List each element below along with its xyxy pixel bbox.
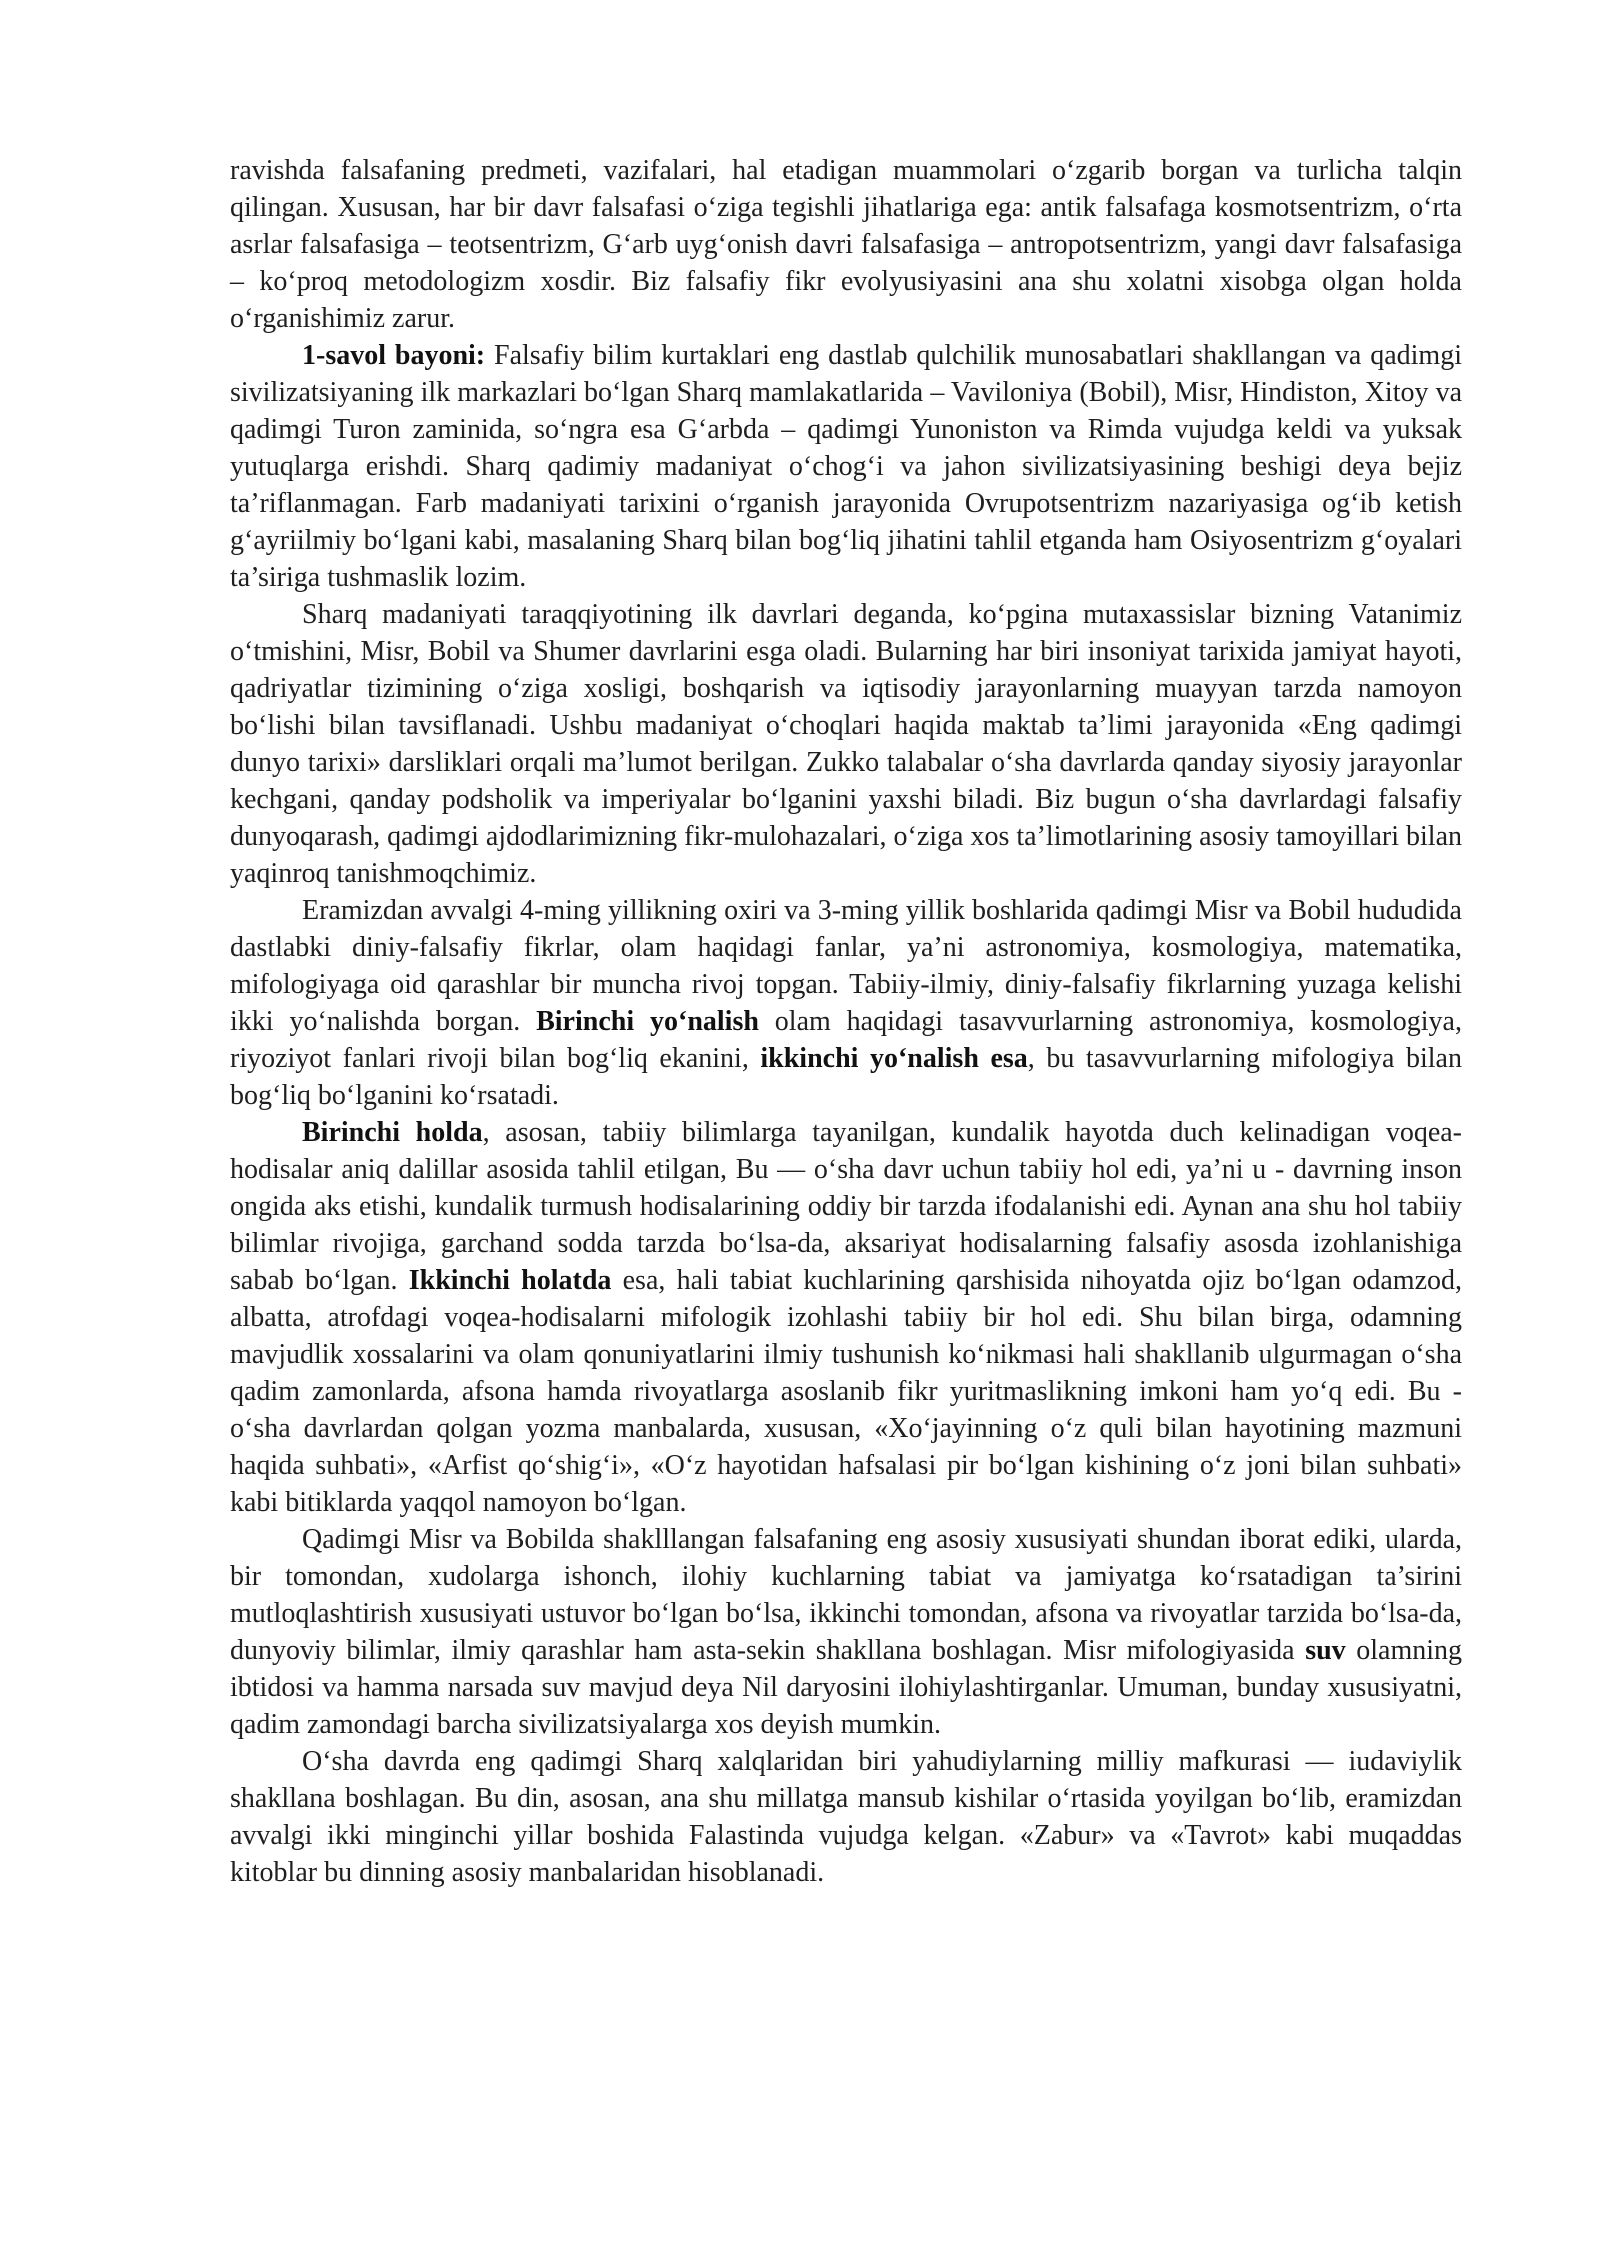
bold-text-run: suv (1305, 1635, 1346, 1666)
bold-text-run: Birinchi holda (302, 1117, 483, 1148)
bold-text-run: ikkinchi yo‘nalish esa (760, 1043, 1028, 1074)
text-run: esa, hali tabiat kuchlarining qarshisida nihoyatda ojiz bo‘lgan odamzod, albatta, atrofdagi voqea-hodisalarni mifologik izohlashi tabiiy bir hol edi. Shu bilan birga, odamning mavjudlik xossalarini va olam qonuniyatlarini ilmiy tushunish ko‘nikmasi hali shakllanib ulgurmagan o‘sha qadim zamonlarda, afsona hamda rivoyatlarga asoslanib fikr yuritmaslikning imkoni ham yo‘q edi. Bu - o‘sha davrlardan qolgan yozma manbalarda, xususan, «Xo‘jayinning o‘z quli bilan hayotining mazmuni haqida suhbati», «Arfist qo‘shig‘i», «O‘z hayotidan hafsalasi pir bo‘lgan kishining o‘z joni bilan suhbati» kabi bitiklarda yaqqol namoyon bo‘lgan. (230, 1265, 1463, 1518)
paragraph (230, 1114, 1462, 1521)
paragraph (230, 152, 1462, 337)
paragraph (230, 596, 1462, 892)
text-run: ravishda falsafaning predmeti, vazifalari, hal etadigan muammolari o‘zgarib borgan va turlicha talqin qilingan. Xususan, har bir davr falsafasi o‘ziga tegishli jihatlariga ega: antik falsafaga kosmotsentrizm, o‘rta asrlar falsafasiga – teotsentrizm, G‘arb uyg‘onish davri falsafasiga – antropotsentrizm, yangi davr falsafasiga – ko‘proq metodologizm xosdir. Biz falsafiy fikr evolyusiyasini ana shu xolatni xisobga olgan holda o‘rganishimiz zarur. (230, 155, 1462, 334)
paragraph (230, 337, 1462, 596)
text-run: Sharq madaniyati taraqqiyotining ilk davrlari deganda, ko‘pgina mutaxassislar bizning Vatanimiz o‘tmishini, Misr, Bobil va Shumer davrlarini esga oladi. Bularning har biri insoniyat tarixida jamiyat hayoti, qadriyatlar tizimining o‘ziga xosligi, boshqarish va iqtisodiy jarayonlarning muayyan tarzda namoyon bo‘lishi bilan tavsiflanadi. Ushbu madaniyat o‘choqlari haqida maktab ta’limi jarayonida «Eng qadimgi dunyo tarixi» darsliklari orqali ma’lumot berilgan. Zukko talabalar o‘sha davrlarda qanday siyosiy jarayonlar kechgani, qanday podsholik va imperiyalar bo‘lganini yaxshi biladi. Biz bugun o‘sha davrlardagi falsafiy dunyoqarash, qadimgi ajdodlarimizning fikr-mulohazalari, o‘ziga xos ta’limotlarining asosiy tamoyillari bilan yaqinroq tanishmoqchimiz. (230, 599, 1462, 889)
paragraph (230, 892, 1462, 1114)
text-run: Qadimgi Misr va Bobilda shaklllangan falsafaning eng asosiy xususiyati shundan iborat ediki, ularda, bir tomondan, xudolarga ishonch, ilohiy kuchlarning tabiat va jamiyatga ko‘rsatadigan ta’sirini mutloqlashtirish xususiyati ustuvor bo‘lgan bo‘lsa, ikkinchi tomondan, afsona va rivoyatlar tarzida bo‘lsa-da, dunyoviy bilimlar, ilmiy qarashlar ham asta-sekin shakllana boshlagan. Misr mifologiyasida (230, 1524, 1462, 1666)
text-run: O‘sha davrda eng qadimgi Sharq xalqlaridan biri yahudiylarning milliy mafkurasi — iudaviylik shakllana boshlagan. Bu din, asosan, ana shu millatga mansub kishilar o‘rtasida yoyilgan bo‘lib, eramizdan avvalgi ikki minginchi yillar boshida Falastinda vujudga kelgan. «Zabur» va «Tavrot» kabi muqaddas kitoblar bu dinning asosiy manbalaridan hisoblanadi. (230, 1746, 1462, 1888)
text-run: Falsafiy bilim kurtaklari eng dastlab qulchilik munosabatlari shakllangan va qadimgi sivilizatsiyaning ilk markazlari bo‘lgan Sharq mamlakatlarida – Vaviloniya (Bobil), Misr, Hindiston, Xitoy va qadimgi Turon zaminida, so‘ngra esa G‘arbda – qadimgi Yunoniston va Rimda vujudga keldi va yuksak yutuqlarga erishdi. Sharq qadimiy madaniyat o‘chog‘i va jahon sivilizatsiyasining beshigi deya bejiz ta’riflanmagan. Farb madaniyati tarixini o‘rganish jarayonida Ovrupotsentrizm nazariyasiga og‘ib ketish g‘ayriilmiy bo‘lgani kabi, masalaning Sharq bilan bog‘liq jihatini tahlil etganda ham Osiyosentrizm g‘oyalari ta’siriga tushmaslik lozim. (230, 340, 1462, 593)
paragraph (230, 1743, 1462, 1891)
bold-text-run: Birinchi yo‘nalish (536, 1006, 759, 1037)
text-run: Eramizdan avvalgi 4-ming yillikning oxiri va 3-ming yillik boshlarida qadimgi Misr va Bobil hududida dastlabki diniy-falsafiy fikrlar, olam haqidagi fanlar, ya’ni astronomiya, kosmologiya, matematika, mifologiyaga oid qarashlar bir muncha rivoj topgan. Tabiiy-ilmiy, diniy-falsafiy fikrlarning yuzaga kelishi ikki yo‘nalishda borgan. (230, 895, 1462, 1037)
bold-text-run: Ikkinchi holatda (408, 1265, 612, 1296)
text-run: olamning ibtidosi va hamma narsada suv mavjud deya Nil daryosini ilohiylashtirganlar. Umuman, bunday xususiyatni, qadim zamondagi barcha sivilizatsiyalarga xos deyish mumkin. (230, 1635, 1463, 1740)
paragraph (230, 1521, 1462, 1743)
text-run: olam haqidagi tasavvurlarning astronomiya, kosmologiya, riyoziyot fanlari rivoji bilan bog‘liq ekanini, (230, 1006, 1462, 1074)
bold-text-run: 1-savol bayoni: (302, 340, 486, 371)
document-page (230, 152, 1462, 1891)
text-run: , bu tasavvurlarning mifologiya bilan bog‘liq bo‘lganini ko‘rsatadi. (230, 1043, 1462, 1111)
text-run: , asosan, tabiiy bilimlarga tayanilgan, kundalik hayotda duch kelinadigan voqea-hodisalar aniq dalillar asosida tahlil etilgan, Bu — o‘sha davr uchun tabiiy hol edi, ya’ni u - davrning inson ongida aks etishi, kundalik turmush hodisalarining oddiy bir tarzda ifodalanishi edi. Aynan ana shu hol tabiiy bilimlar rivojiga, garchand sodda tarzda bo‘lsa-da, aksariyat hodisalarning falsafiy asosda izohlanishiga sabab bo‘lgan. (230, 1117, 1462, 1296)
